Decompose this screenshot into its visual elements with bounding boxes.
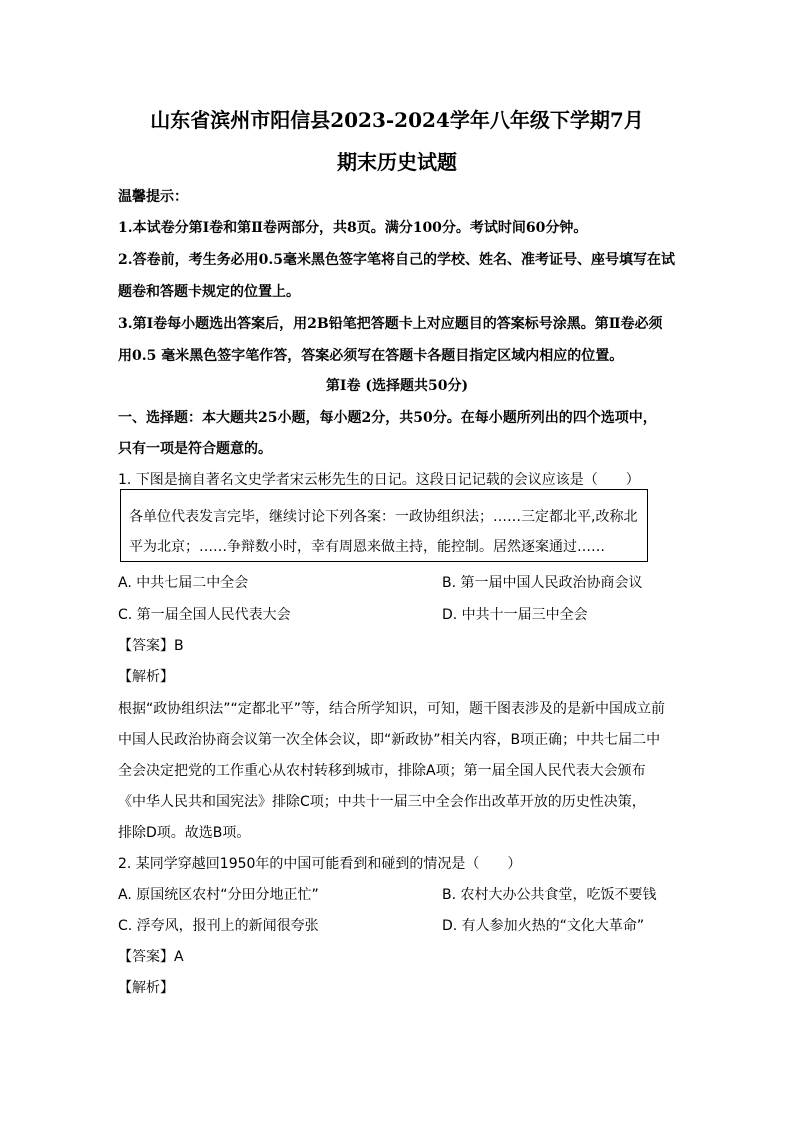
exam-title-line2: 期末历史试题 — [337, 150, 457, 174]
section-instructions: 只有一项是符合题意的。 — [118, 441, 272, 457]
analysis-line: 根据“政协组织法”“定都北平”等，结合所学知识，可知，题干图表涉及的是新中国成立前 — [118, 701, 666, 717]
tip-line: 3.第Ⅰ卷每小题选出答案后，用2B铅笔把答题卡上对应题目的答案标号涂黑。第Ⅱ卷必须 — [118, 316, 663, 332]
section-heading: 第Ⅰ卷 (选择题共50分) — [325, 378, 469, 394]
question-1-answer: 【答案】B — [118, 638, 184, 654]
exam-title-line1: 山东省滨州市阳信县2023-2024学年八年级下学期7月 — [150, 108, 644, 132]
question-1-option-b: B. 第一届中国人民政治协商会议 — [442, 575, 643, 591]
question-2-option-b: B. 农村大办公共食堂，吃饭不要钱 — [442, 887, 657, 903]
question-1-quote-box — [120, 489, 648, 562]
question-2-stem: 2. 某同学穿越回1950年的中国可能看到和碰到的情况是（ ） — [118, 856, 522, 872]
question-1-option-c: C. 第一届全国人民代表大会 — [118, 607, 291, 623]
question-2-answer: 【答案】A — [118, 949, 184, 965]
tip-line: 2.答卷前，考生务必用0.5毫米黑色签字笔将自己的学校、姓名、准考证号、座号填写在试 — [118, 252, 675, 268]
quote-line: 各单位代表发言完毕，继续讨论下列各案：一政协组织法；……三定都北平,改称北 — [129, 509, 638, 525]
tips-heading: 温馨提示： — [118, 189, 188, 205]
analysis-line: 排除D项。故选B项。 — [118, 825, 251, 841]
question-1-analysis-label: 【解析】 — [118, 669, 174, 685]
question-2-analysis-label: 【解析】 — [118, 980, 174, 996]
tip-line: 1.本试卷分第Ⅰ卷和第Ⅱ卷两部分，共8页。满分100分。考试时间60分钟。 — [118, 220, 588, 236]
question-1-option-a: A. 中共七届二中全会 — [118, 575, 249, 591]
analysis-line: 全会决定把党的工作重心从农村转移到城市，排除A项；第一届全国人民代表大会颁布 — [118, 763, 646, 779]
question-1-option-d: D. 中共十一届三中全会 — [442, 607, 588, 623]
section-instructions: 一、选择题：本大题共25小题，每小题2分，共50分。在每小题所列出的四个选项中， — [118, 410, 657, 426]
question-2-option-c: C. 浮夸风，报刊上的新闻很夸张 — [118, 918, 319, 934]
question-1-stem: 1. 下图是摘自著名文史学者宋云彬先生的日记。这段日记记载的会议应该是（ ） — [118, 472, 640, 488]
question-2-option-a: A. 原国统区农村“分田分地正忙” — [118, 887, 319, 903]
quote-line: 平为北京；……争辩数小时，幸有周恩来做主持，能控制。居然逐案通过…… — [129, 539, 605, 555]
tip-line: 题卷和答题卡规定的位置上。 — [118, 284, 300, 300]
question-2-option-d: D. 有人参加火热的“文化大革命” — [442, 918, 645, 934]
analysis-line: 中国人民政治协商会议第一次全体会议，即“新政协”相关内容，B项正确；中共七届二中 — [118, 732, 661, 748]
analysis-line: 《中华人民共和国宪法》排除C项；中共十一届三中全会作出改革开放的历史性决策， — [118, 794, 646, 810]
tip-line: 用0.5 毫米黑色签字笔作答，答案必须写在答题卡各题目指定区域内相应的位置。 — [118, 348, 624, 364]
